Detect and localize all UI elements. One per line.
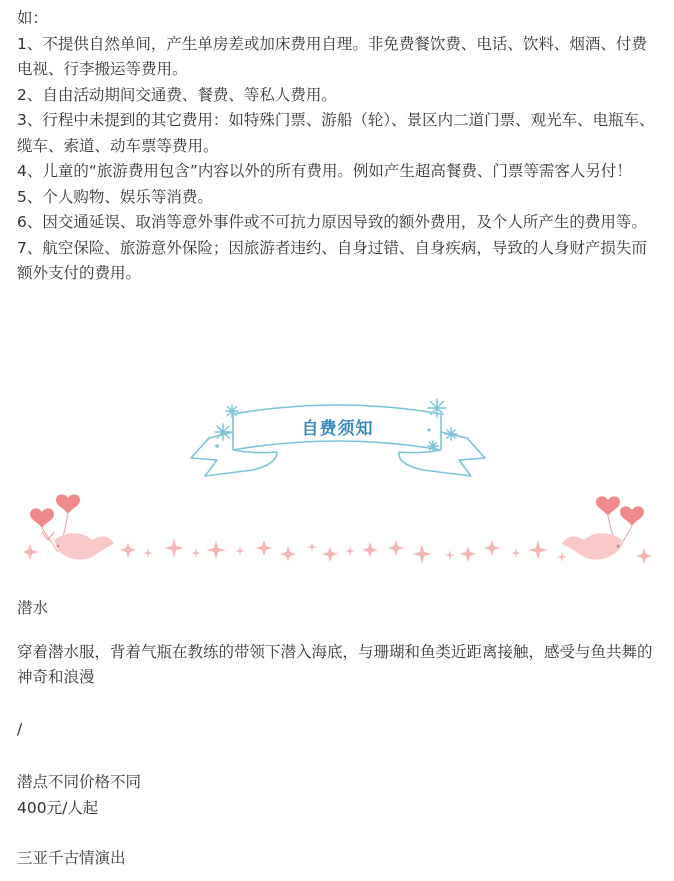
excluded-item-4: 4、儿童的“旅游费用包含”内容以外的所有费用。例如产生超高餐费、门票等需客人另付！ — [17, 162, 632, 180]
item-title: 三亚千古情演出 — [17, 849, 126, 867]
optional-costs-section — [17, 596, 662, 872]
separator: / — [17, 719, 23, 738]
dove-icon — [54, 533, 114, 559]
excluded-item-6: 6、因交通延误、取消等意外事件或不可抗力原因导致的额外费用，及个人所产生的费用等。 — [17, 213, 647, 231]
dove-icon — [562, 533, 622, 559]
item-description: 穿着潜水服，背着气瓶在教练的带领下潜入海底，与珊瑚和鱼类近距离接触，感受与鱼共舞的神奇和浪漫 — [17, 642, 653, 686]
item-title: 潜水 — [17, 599, 49, 617]
excluded-item-2: 2、自由活动期间交通费、餐费、等私人费用。 — [17, 85, 337, 104]
excluded-item-3: 3、行程中未提到的其它费用：如特殊门票、游船（轮）、景区内二道门票、观光车、电瓶车、缆车、索道、动车票等费用。 — [17, 111, 655, 155]
price: 400元/人起 — [17, 798, 99, 817]
sparkle-icon — [22, 538, 652, 564]
excluded-costs-section — [17, 6, 662, 287]
ribbon-icon — [185, 392, 490, 487]
decorative-divider — [18, 492, 658, 578]
section-banner — [185, 392, 490, 487]
intro-text: 如： — [17, 9, 49, 27]
excluded-item-5: 5、个人购物、娱乐等消费。 — [17, 187, 213, 206]
excluded-item-1: 1、不提供自然单间，产生单房差或加床费用自理。非免费餐饮费、电话、饮料、烟酒、付费电视、行李搬运等费用。 — [17, 34, 647, 78]
excluded-item-7: 7、航空保险、旅游意外保险；因旅游者违约、自身过错、自身疾病，导致的人身财产损失而额外支付的费用。 — [17, 238, 647, 282]
price-note: 潜点不同价格不同 — [17, 773, 142, 791]
section-title: 自费须知 — [301, 419, 374, 439]
